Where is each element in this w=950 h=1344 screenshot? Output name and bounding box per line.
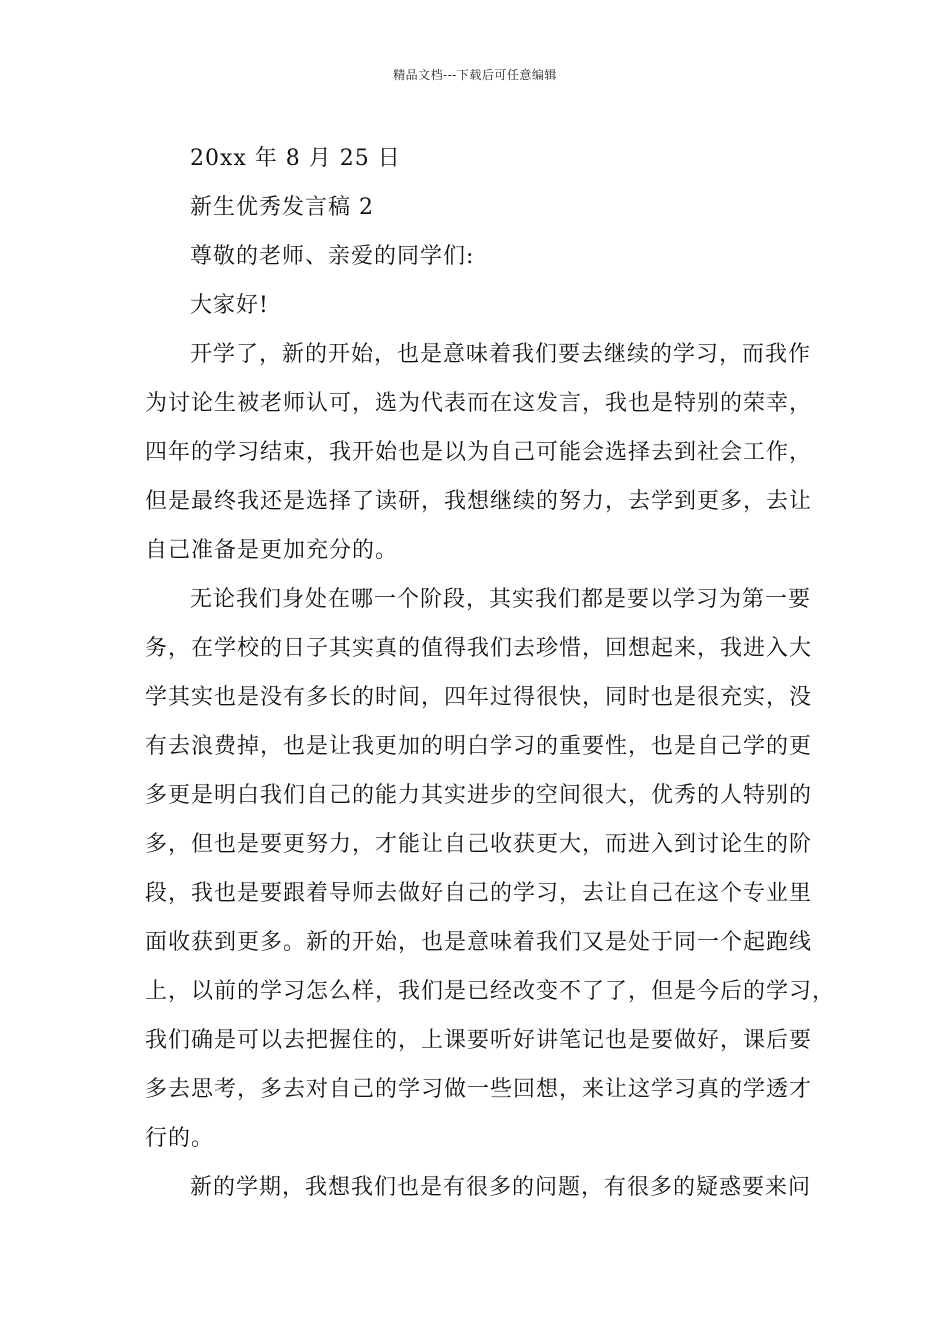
paragraph-line: 面收获到更多。新的开始，也是意味着我们又是处于同一个起跑线 (145, 930, 813, 955)
paragraph-line: 务，在学校的日子其实真的值得我们去珍惜，回想起来，我进入大 (145, 636, 813, 661)
paragraph-1 (145, 330, 813, 575)
paragraph-line: 我们确是可以去把握住的，上课要听好讲笔记也是要做好，课后要 (145, 1028, 813, 1053)
paragraph-line: 四年的学习结束，我开始也是以为自己可能会选择去到社会工作， (145, 440, 813, 465)
paragraph-2 (145, 575, 836, 1163)
paragraph-line: 开学了，新的开始，也是意味着我们要去继续的学习，而我作 (190, 342, 812, 367)
paragraph-line: 多更是明白我们自己的能力其实进步的空间很大，优秀的人特别的 (145, 783, 813, 808)
document-body (145, 134, 836, 1212)
paragraph-line: 新的学期，我想我们也是有很多的问题，有很多的疑惑要来问 (190, 1175, 812, 1200)
date-line: 20xx 年 8 月 25 日 (190, 146, 401, 171)
paragraph-line: 有去浪费掉，也是让我更加的明白学习的重要性，也是自己学的更 (145, 734, 813, 759)
paragraph-line: 无论我们身处在哪一个阶段，其实我们都是要以学习为第一要 (190, 587, 812, 612)
page-header: 精品文档---下载后可任意编辑 (393, 68, 557, 82)
document-title: 新生优秀发言稿 2 (190, 195, 374, 220)
paragraph-line: 自己准备是更加充分的。 (145, 538, 399, 563)
greeting: 大家好! (190, 293, 269, 318)
paragraph-line: 多去思考，多去对自己的学习做一些回想，来让这学习真的学透才 (145, 1077, 813, 1102)
paragraph-line: 多，但也是要更努力，才能让自己收获更大，而进入到讨论生的阶 (145, 832, 813, 857)
salutation: 尊敬的老师、亲爱的同学们: (190, 244, 475, 269)
paragraph-line: 段，我也是要跟着导师去做好自己的学习，去让自己在这个专业里 (145, 881, 813, 906)
paragraph-line: 行的。 (145, 1126, 215, 1151)
paragraph-line: 但是最终我还是选择了读研，我想继续的努力，去学到更多，去让 (145, 489, 813, 514)
paragraph-3 (145, 1163, 810, 1212)
paragraph-line: 上，以前的学习怎么样，我们是已经改变不了了，但是今后的学习， (145, 979, 836, 1004)
paragraph-line: 学其实也是没有多长的时间，四年过得很快，同时也是很充实，没 (145, 685, 813, 710)
paragraph-line: 为讨论生被老师认可，选为代表而在这发言，我也是特别的荣幸， (145, 391, 813, 416)
